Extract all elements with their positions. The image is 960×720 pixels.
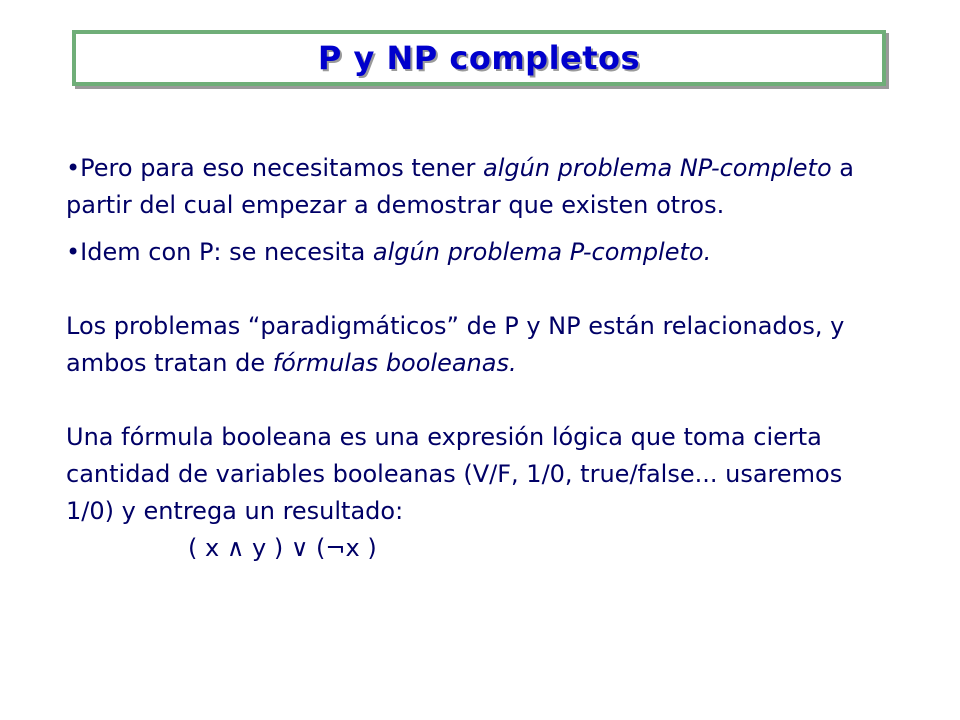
formula-example: ( x ∧ y ) ∨ (¬x ): [188, 534, 377, 562]
bullet-2-text: Idem con P: se necesita: [80, 238, 373, 266]
bullet-2-italic: algún problema P-completo.: [372, 238, 712, 266]
bullet-marker: •: [66, 154, 81, 182]
bullet-1-text-end: a partir del cual empezar a demostrar que existen otros.: [66, 154, 854, 219]
bullet-marker: •: [66, 238, 81, 266]
spacer: [66, 271, 896, 308]
spacer: [66, 382, 896, 419]
bullet-item-1: [66, 150, 896, 224]
paragraph-1-text: Los problemas “paradigmáticos” de P y NP están relacionados, y ambos tratan de: [66, 312, 845, 377]
bullet-item-2: [66, 234, 896, 271]
paragraph-boolean-formula: Una fórmula booleana es una expresión lógica que toma cierta cantidad de variables booleanas (V/F, 1/0, true/false... usaremos 1/0) y entrega un resultado:: [66, 423, 843, 525]
bullet-1-italic: algún problema NP-completo: [483, 154, 832, 182]
paragraph-1-italic: fórmulas booleanas.: [272, 349, 517, 377]
slide-title: P y NP completos: [317, 39, 641, 77]
bullet-1-text: Pero para eso necesitamos tener: [80, 154, 483, 182]
paragraph-paradigmatic: [66, 308, 896, 382]
slide-content: [66, 150, 896, 567]
title-box: [72, 30, 886, 86]
